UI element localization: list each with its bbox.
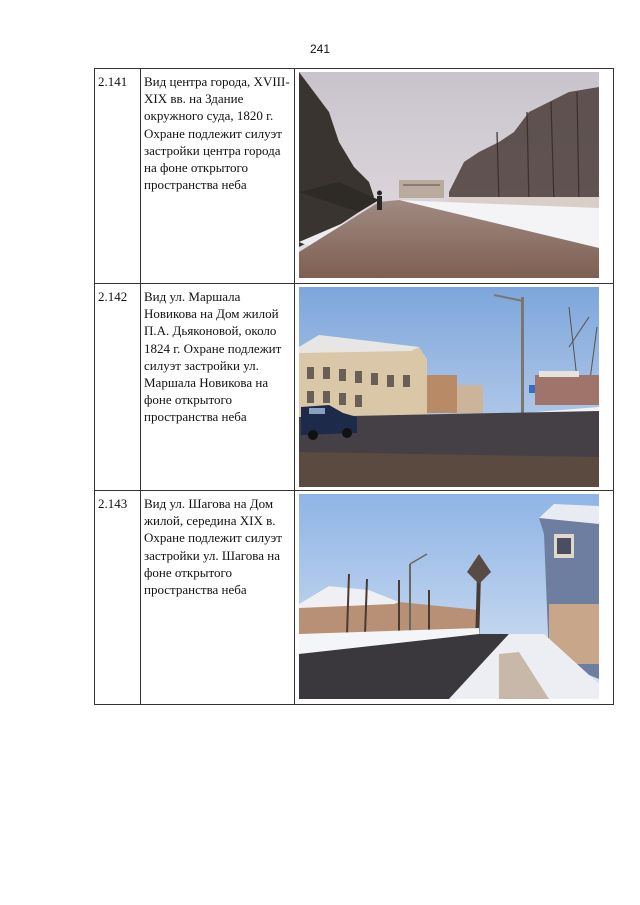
monuments-table: [94, 68, 614, 705]
row-number: 2.143: [95, 491, 141, 705]
table-row: [95, 491, 614, 705]
row-number: 2.141: [95, 69, 141, 284]
photo-cell: [295, 69, 614, 284]
photo-cell: [295, 284, 614, 491]
page-number: 241: [309, 42, 331, 56]
photo-cell: [295, 491, 614, 705]
row-description: Вид центра города, XVIII-XIX вв. на Здание окружного суда, 1820 г. Охране подлежит силуэт застройки центра города на фоне открытого пространства неба: [141, 69, 295, 284]
row-number: 2.142: [95, 284, 141, 491]
photo-marshal-novikov-street: [299, 287, 599, 487]
photo-shagov-street: [299, 494, 599, 699]
table-row: [95, 284, 614, 491]
row-description: Вид ул. Маршала Новикова на Дом жилой П.А. Дьяконовой, около 1824 г. Охране подлежит силуэт застройки ул. Маршала Новикова на фоне открытого пространства неба: [141, 284, 295, 491]
row-description: Вид ул. Шагова на Дом жилой, середина XIX в. Охране подлежит силуэт застройки ул. Шагова на фоне открытого пространства неба: [141, 491, 295, 705]
table-row: [95, 69, 614, 284]
photo-city-center: [299, 72, 599, 278]
